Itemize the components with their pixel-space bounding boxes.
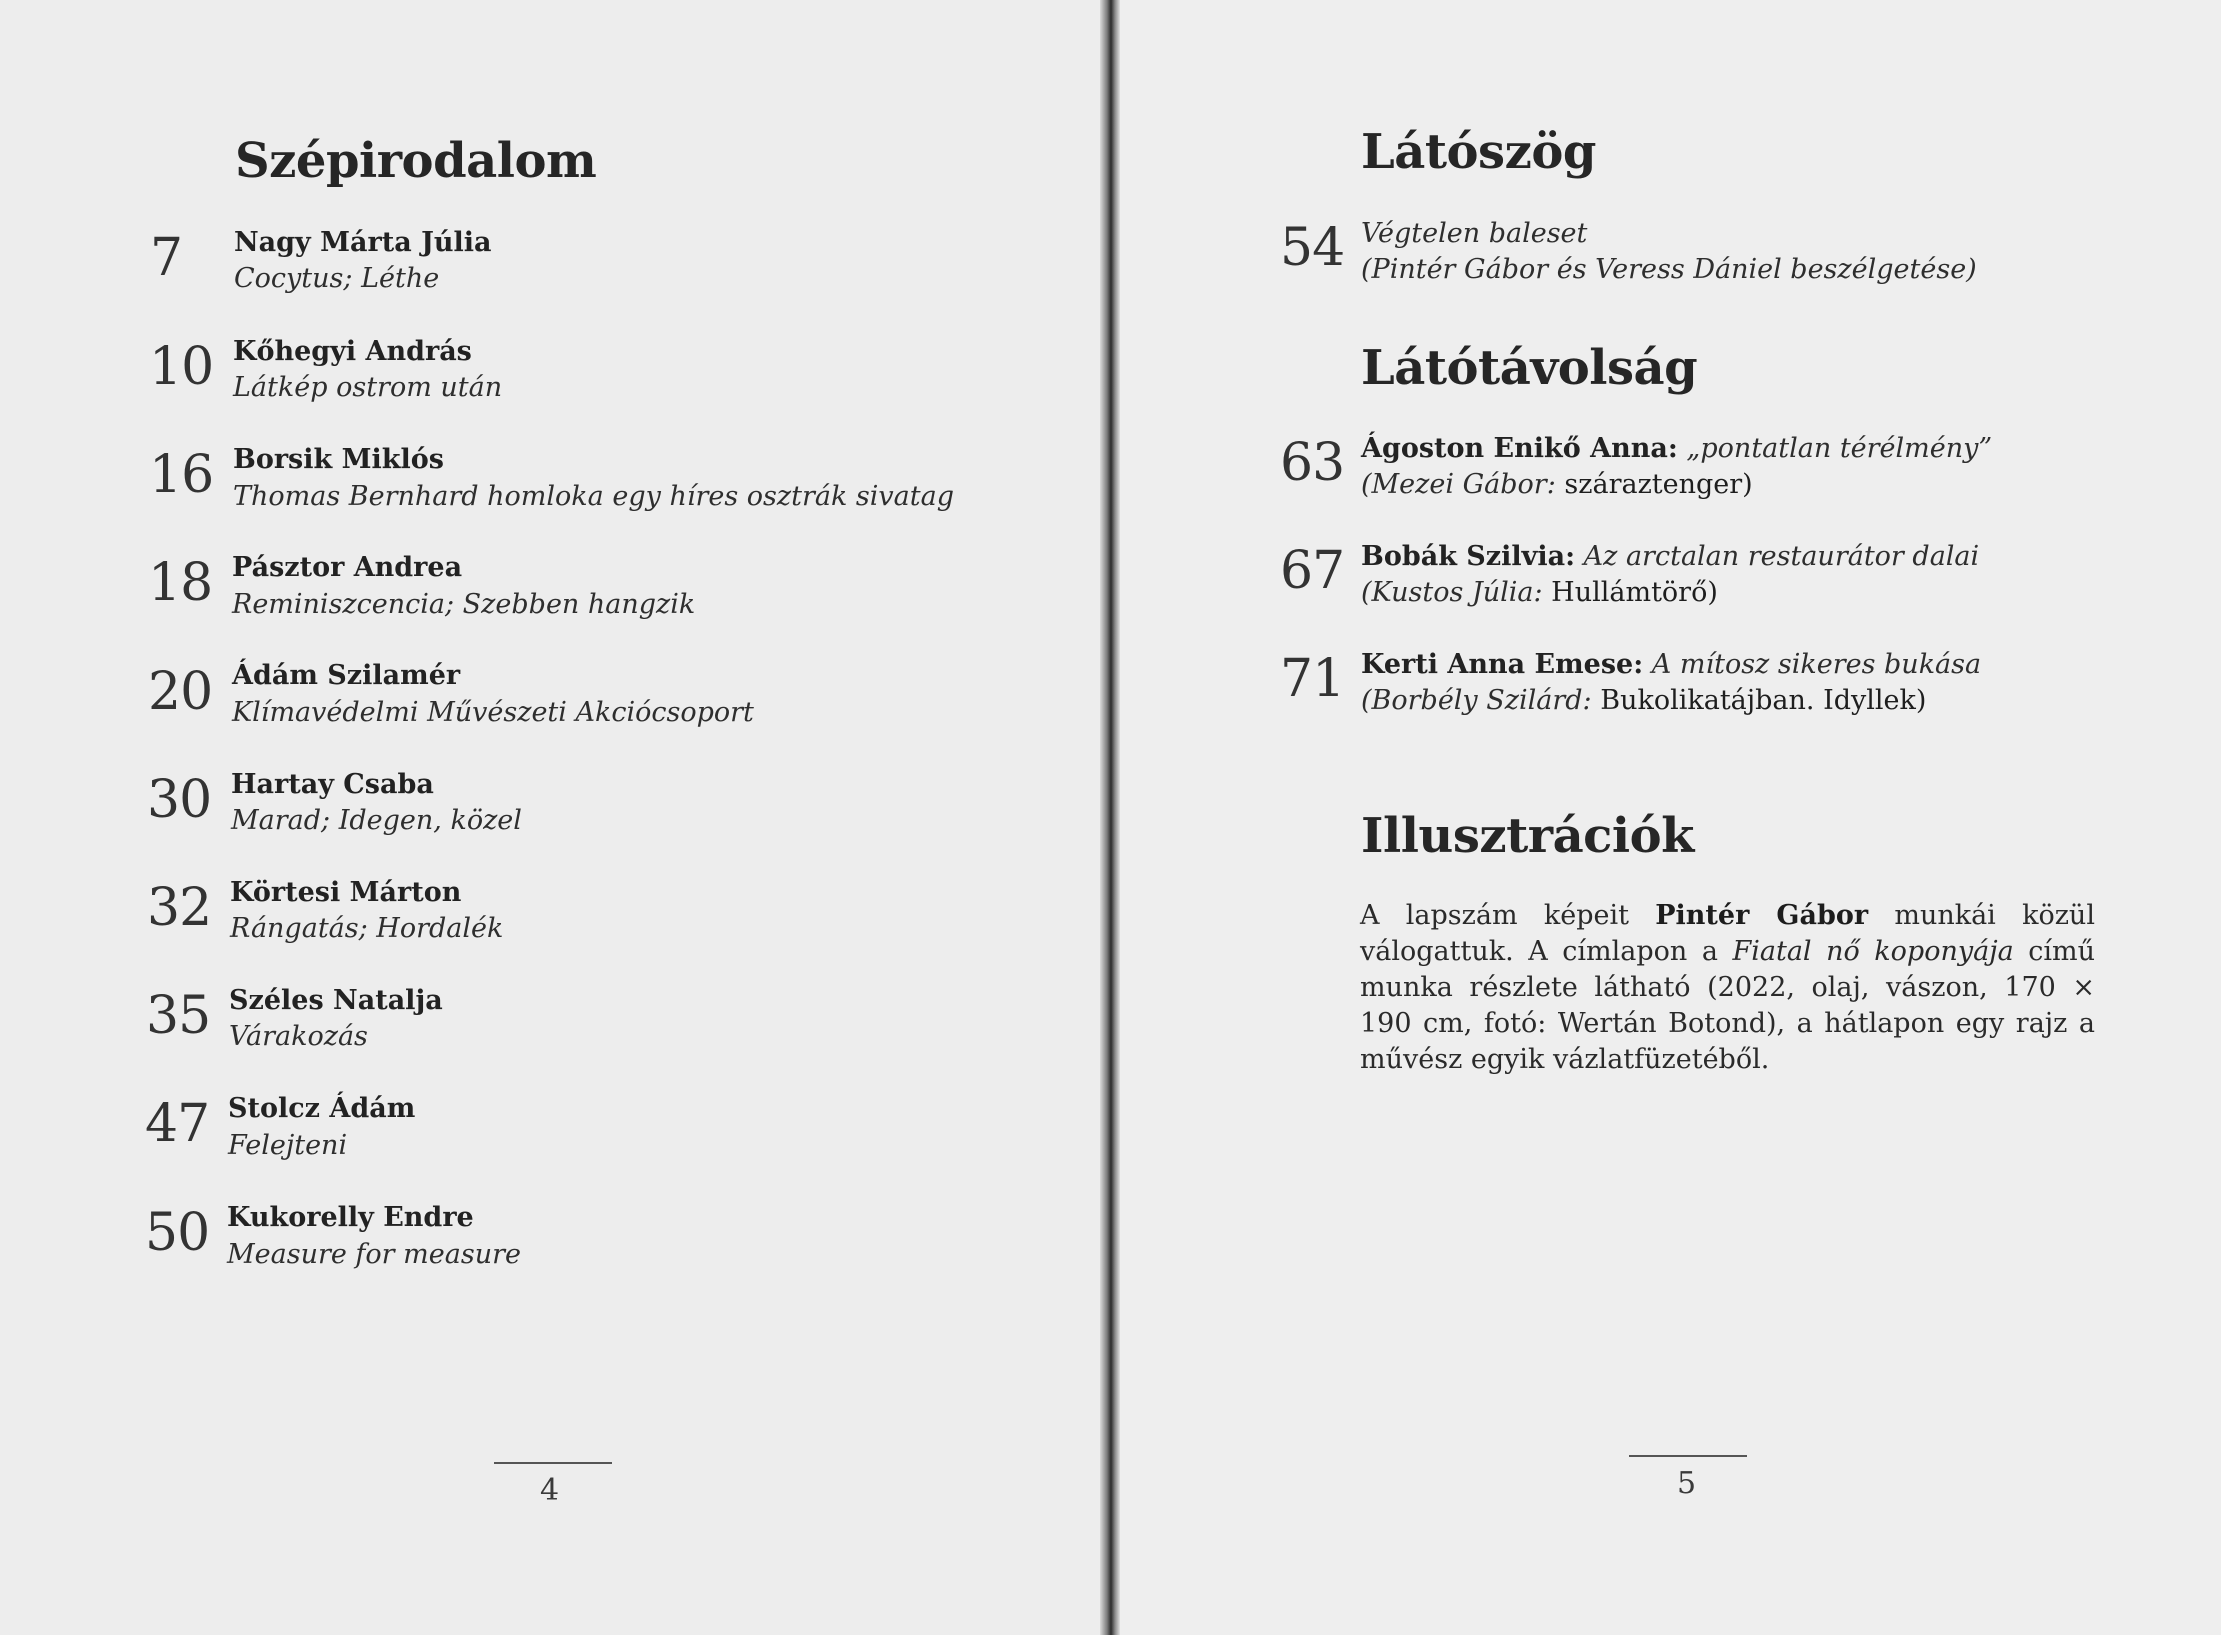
entry-author: Kőhegyi András [233,336,472,367]
para-text-2: munkái közül válogattuk. A címlapon a [1360,900,2095,967]
folio-rule [1629,1455,1747,1457]
entry-page-number: 67 [1280,541,1345,601]
entry-line-1 [1361,647,1981,683]
entry-author: Hartay Csaba [231,769,434,800]
entry-work: Measure for measure [227,1239,521,1270]
page-number-left: 4 [540,1473,560,1508]
artist-name: Pintér Gábor [1655,900,1869,931]
entry-author: Ádám Szilamér [232,660,461,691]
section-title-latotavolsag: Látótávolság [1361,340,1698,396]
folio-rule [494,1462,612,1464]
entry-work: Látkép ostrom után [233,372,503,403]
entry-page-number: 54 [1280,218,1345,278]
entry-author: Stolcz Ádám [228,1093,416,1124]
section-title-illusztraciok: Illusztrációk [1361,808,1694,864]
entry-line-1 [1361,539,1979,575]
entry-title: Végtelen baleset [1361,218,1588,249]
entry-page-number: 20 [148,662,213,722]
reviewed-title: Hullámtörő) [1551,577,1718,608]
artwork-title: Fiatal nő koponyája [1732,936,2014,967]
reviewed-author: (Kustos Júlia: [1361,577,1543,608]
entry-author: Nagy Márta Júlia [234,227,492,258]
entry-line-2 [1361,467,1753,503]
entry-line-2 [1361,575,1718,611]
entry-page-number: 7 [150,228,183,288]
entry-page-number: 63 [1280,433,1345,493]
entry-work: Thomas Bernhard homloka egy híres osztrák sivatag [233,481,954,512]
entry-work: Rángatás; Hordalék [230,913,504,944]
reviewed-author: (Borbély Szilárd: [1361,685,1592,716]
entry-page-number: 16 [149,445,214,505]
reviewed-author: (Mezei Gábor: [1361,469,1556,500]
entry-work: Marad; Idegen, közel [231,805,522,836]
entry-subtitle: (Pintér Gábor és Veress Dániel beszélgetése) [1361,254,1977,285]
para-text-3: című munka részlete látható (2022, olaj, vászon, 170 × 190 cm, fotó: Wertán Botond), a hátlapon egy rajz a művész egyik vázlatfüzetéből. [1360,936,2095,1075]
entry-author: Borsik Miklós [233,444,444,475]
page-number-right: 5 [1677,1466,1697,1501]
entry-page-number: 18 [148,553,213,613]
book-gutter [1100,0,1120,1635]
entry-page-number: 32 [147,878,212,938]
section-title-szepirodalom: Szépirodalom [235,133,597,189]
entry-title: A mítosz sikeres bukása [1651,649,1982,680]
entry-author: Körtesi Márton [230,877,462,908]
entry-work: Klímavédelmi Művészeti Akciócsoport [232,697,754,728]
para-text-1: A lapszám képeit [1360,900,1629,931]
entry-work: Cocytus; Léthe [234,263,440,294]
entry-page-number: 30 [147,770,212,830]
entry-page-number: 71 [1280,649,1345,709]
entry-page-number: 10 [149,337,214,397]
entry-author: Széles Natalja [229,985,443,1016]
entry-author: Kukorelly Endre [227,1202,474,1233]
entry-page-number: 35 [146,986,211,1046]
section-title-latoszog: Látószög [1361,124,1596,180]
entry-line-1 [1361,431,1992,467]
illustrations-paragraph [1360,898,2095,1078]
reviewed-title: száraztenger) [1564,469,1753,500]
entry-work: Reminiszcencia; Szebben hangzik [232,589,696,620]
reviewed-title: Bukolikatájban. Idyllek) [1600,685,1927,716]
entry-author: Bobák Szilvia: [1361,541,1576,572]
entry-author: Ágoston Enikő Anna: [1361,433,1678,464]
entry-page-number: 47 [145,1094,210,1154]
entry-work: Várakozás [229,1021,368,1052]
entry-line-2 [1361,683,1926,719]
entry-title: „pontatlan térélmény” [1686,433,1993,464]
entry-author: Kerti Anna Emese: [1361,649,1644,680]
entry-work: Felejteni [228,1130,348,1161]
entry-page-number: 50 [145,1203,210,1263]
entry-author: Pásztor Andrea [232,552,463,583]
entry-title: Az arctalan restaurátor dalai [1583,541,1980,572]
